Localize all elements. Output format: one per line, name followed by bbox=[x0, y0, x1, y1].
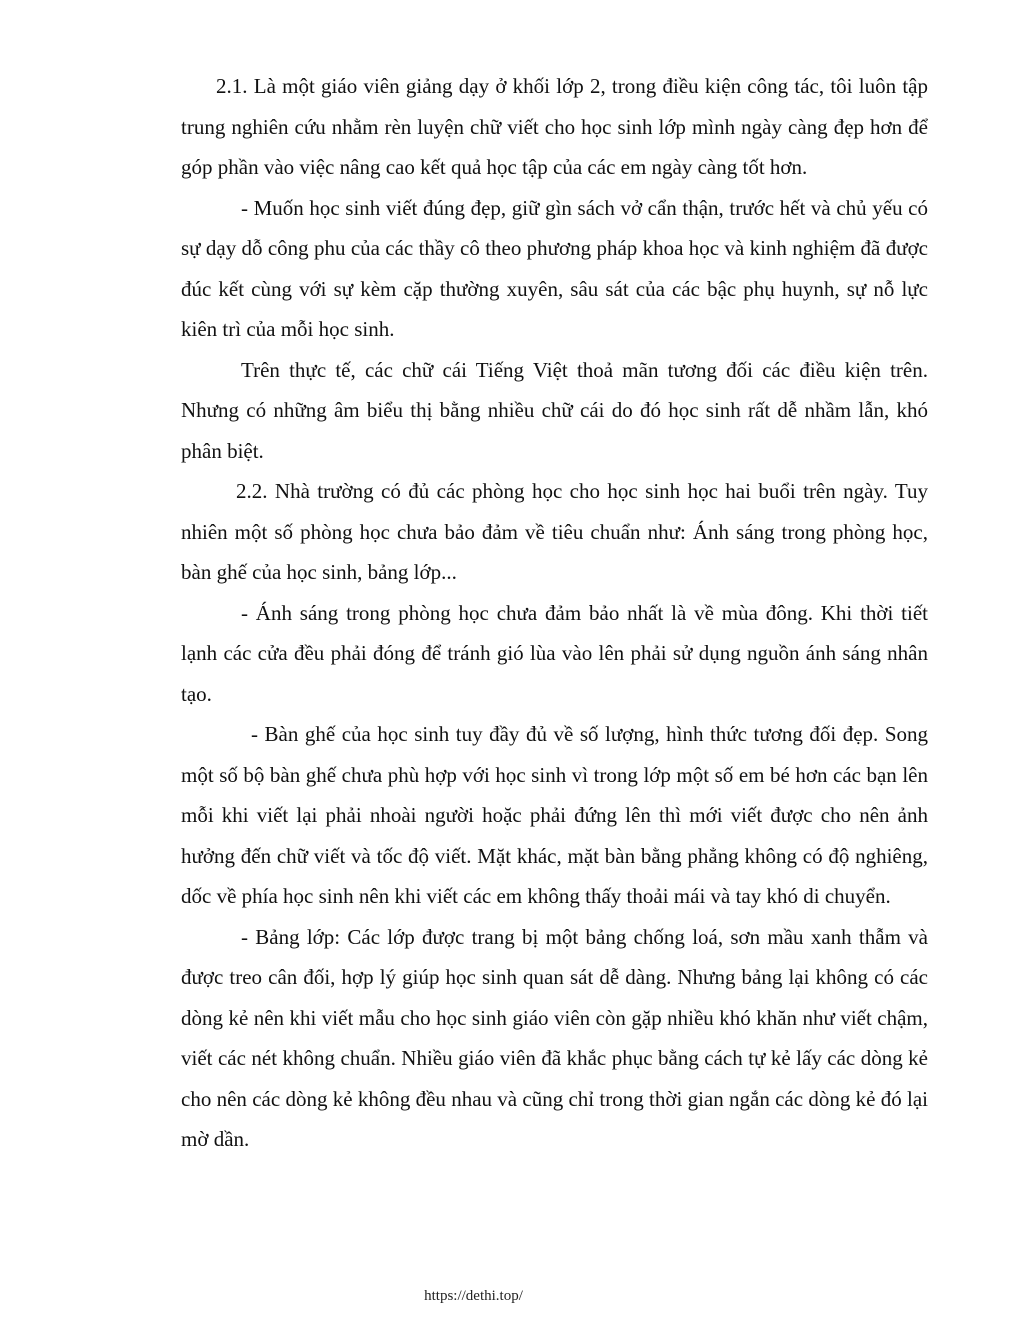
document-body bbox=[181, 66, 928, 1160]
paragraph-2-1: 2.1. Là một giáo viên giảng dạy ở khối lớp 2, trong điều kiện công tác, tôi luôn tập trung nghiên cứu nhằm rèn luyện chữ viết cho học sinh lớp mình ngày càng đẹp hơn để góp phần vào việc nâng cao kết quả học tập của các em ngày càng tốt hơn. bbox=[181, 74, 928, 179]
paragraph-lighting: - Ánh sáng trong phòng học chưa đảm bảo nhất là về mùa đông. Khi thời tiết lạnh các cửa đều phải đóng để tránh gió lùa vào lên phải sử dụng nguồn ánh sáng nhân tạo. bbox=[181, 600, 928, 706]
page-footer-url: https://dethi.top/ bbox=[424, 1288, 523, 1304]
paragraph-teaching-method: - Muốn học sinh viết đúng đẹp, giữ gìn sách vở cẩn thận, trước hết và chủ yếu có sự dạy dỗ công phu của các thầy cô theo phương pháp khoa học và kinh nghiệm đã được đúc kết cùng với sự kèm cặp thường xuyên, sâu sát của các bậc phụ huynh, sự nỗ lực kiên trì của mỗi học sinh. bbox=[181, 195, 928, 341]
paragraph-desks-chairs: - Bàn ghế của học sinh tuy đầy đủ về số lượng, hình thức tương đối đẹp. Song một số bộ bàn ghế chưa phù hợp với học sinh vì trong lớp một số em bé hơn các bạn lên mỗi khi viết lại phải nhoài người hoặc phải đứng lên thì mới viết được cho nên ảnh hưởng đến chữ viết và tốc độ viết. Mặt khác, mặt bàn bằng phẳng không có độ nghiêng, dốc về phía học sinh nên khi viết các em không thấy thoải mái và tay khó di chuyển. bbox=[181, 722, 928, 908]
paragraph-blackboard: - Bảng lớp: Các lớp được trang bị một bảng chống loá, sơn mầu xanh thẫm và được treo cân đối, hợp lý giúp học sinh quan sát dễ dàng. Nhưng bảng lại không có các dòng kẻ nên khi viết mẫu cho học sinh giáo viên còn gặp nhiều khó khăn như viết chậm, viết các nét không chuẩn. Nhiều giáo viên đã khắc phục bằng cách tự kẻ lấy các dòng kẻ cho nên các dòng kẻ không đều nhau và cũng chỉ trong thời gian ngắn các dòng kẻ đó lại mờ dần. bbox=[181, 924, 928, 1151]
paragraph-2-2: 2.2. Nhà trường có đủ các phòng học cho học sinh học hai buổi trên ngày. Tuy nhiên một số phòng học chưa bảo đảm về tiêu chuẩn như: Ánh sáng trong phòng học, bàn ghế của học sinh, bảng lớp... bbox=[181, 479, 928, 584]
paragraph-vietnamese-letters: Trên thực tế, các chữ cái Tiếng Việt thoả mãn tương đối các điều kiện trên. Nhưng có những âm biểu thị bằng nhiều chữ cái do đó học sinh rất dễ nhầm lẫn, khó phân biệt. bbox=[181, 357, 928, 463]
